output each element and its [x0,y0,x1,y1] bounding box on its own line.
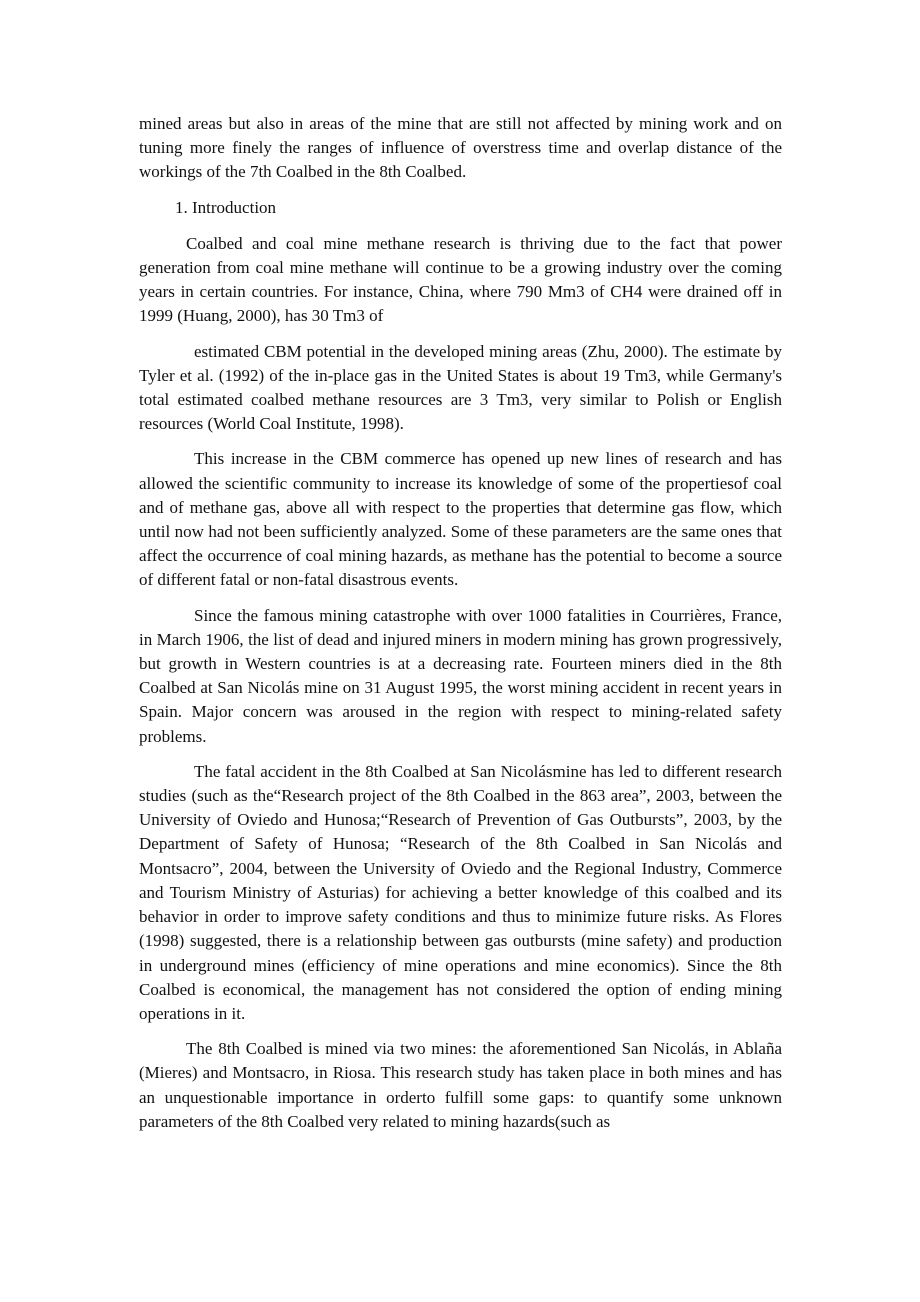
body-paragraph: This increase in the CBM commerce has opened up new lines of research and has allowed the scientific community to increase its knowledge of some of the propertiesof coal and of methane gas, above all with respect to the properties that determine gas flow, which until now had not been sufficiently analyzed. Some of these parameters are the same ones that affect the occurrence of coal mining hazards, as methane has the potential to become a source of different fatal or non-fatal disastrous events. [139,449,782,590]
section-heading: 1. Introduction [175,197,277,217]
continuation-paragraph: mined areas but also in areas of the mine that are still not affected by mining work and on tuning more finely the ranges of influence of overstress time and overlap distance of the workings of the 7th Coalbed in the 8th Coalbed. [139,114,782,182]
body-paragraph: The 8th Coalbed is mined via two mines: the aforementioned San Nicolás, in Ablaña (Mieres) and Montsacro, in Riosa. This research study has taken place in both mines and has an unquestionable importance in orderto fulfill some gaps: to quantify some unknown parameters of the 8th Coalbed very related to mining hazards(such as [139,1039,782,1131]
document-page [139,112,782,1134]
body-paragraph: Since the famous mining catastrophe with over 1000 fatalities in Courrières, France, in March 1906, the list of dead and injured miners in modern mining has grown progressively, but growth in Western countries is at a decreasing rate. Fourteen miners died in the 8th Coalbed at San Nicolás mine on 31 August 1995, the worst mining accident in recent years in Spain. Major concern was aroused in the region with respect to mining-related safety problems. [139,605,782,746]
body-paragraph: estimated CBM potential in the developed mining areas (Zhu, 2000). The estimate by Tyler et al. (1992) of the in-place gas in the United States is about 19 Tm3, while Germany's total estimated coalbed methane resources are 3 Tm3, very similar to Polish or English resources (World Coal Institute, 1998). [139,341,782,434]
body-paragraph: The fatal accident in the 8th Coalbed at San Nicolásmine has led to different research studies (such as the“Research project of the 8th Coalbed in the 863 area”, 2003, between the University of Oviedo and Hunosa;“Research of Prevention of Gas Outbursts”, 2003, by the Department of Safety of Hunosa; “Research of the 8th Coalbed in San Nicolás and Montsacro”, 2004, between the University of Oviedo and the Regional Industry, Commerce and Tourism Ministry of Asturias) for achieving a better knowledge of this coalbed and its behavior in order to improve safety conditions and thus to minimize future risks. As Flores (1998) suggested, there is a relationship between gas outbursts (mine safety) and production in underground mines (efficiency of mine operations and mine economics). Since the 8th Coalbed is economical, the management has not considered the option of ending mining operations in it. [139,761,782,1023]
body-paragraph: Coalbed and coal mine methane research is thriving due to the fact that power generation from coal mine methane will continue to be a growing industry over the coming years in certain countries. For instance, China, where 790 Mm3 of CH4 were drained off in 1999 (Huang, 2000), has 30 Tm3 of [139,233,782,326]
